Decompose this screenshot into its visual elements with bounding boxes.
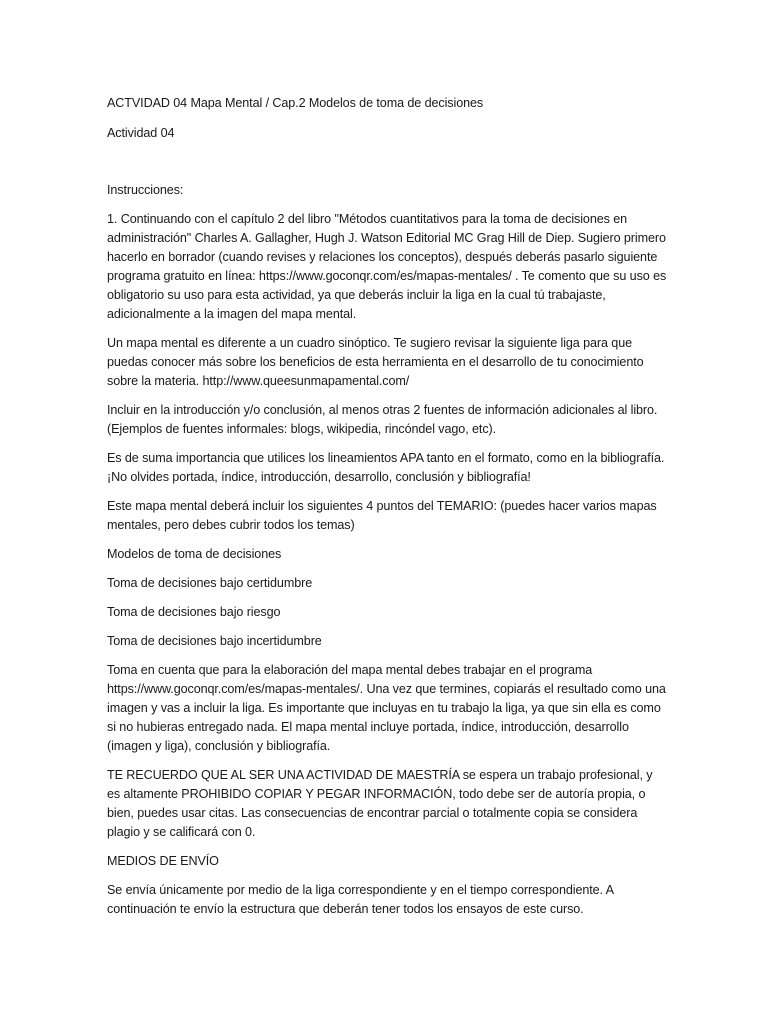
- paragraph-sources: Incluir en la introducción y/o conclusión, al menos otras 2 fuentes de información adicionales al libro.(Ejemplos de fuentes informales: blogs, wikipedia, rincóndel vago, etc).: [107, 403, 658, 436]
- topic-item: Toma de decisiones bajo certidumbre: [107, 576, 313, 590]
- paragraph-goconqr: Toma en cuenta que para la elaboración del mapa mental debes trabajar en el programa https://www.goconqr.com/es/mapas-mentales/. Una vez que termines, copiarás el resultado como una imagen y vas a incluir la liga. Es importante que incluyas en tu trabajo la liga, ya que sin ella es como si no hubieras entregado nada. El mapa mental incluye portada, índice, introducción, desarrollo (imagen y liga), conclusión y bibliografía.: [107, 663, 666, 753]
- paragraph-plagiarism-warning: TE RECUERDO QUE AL SER UNA ACTIVIDAD DE MAESTRÍA se espera un trabajo profesional, y es altamente PROHIBIDO COPIAR Y PEGAR INFORMACIÓN, todo debe ser de autoría propia, o bien, puedes usar citas. Las consecuencias de encontrar parcial o totalmente copia se considera plagio y se calificará con 0.: [107, 768, 653, 839]
- medios-heading: MEDIOS DE ENVÍO: [107, 854, 219, 868]
- paragraph-instructions-1: 1. Continuando con el capítulo 2 del libro "Métodos cuantitativos para la toma de decisiones en administración" Charles A. Gallagher, Hugh J. Watson Editorial MC Grag Hill de Diep. Sugiero primero hacerlo en borrador (cuando revises y relaciones los conceptos), después deberás pasarlo siguiente programa gratuito en línea: https://www.goconqr.com/es/mapas-mentales/ . Te comento que su uso es obligatorio su uso para esta actividad, ya que deberás incluir la liga en la cual tú trabajaste, adicionalmente a la imagen del mapa mental.: [107, 212, 667, 321]
- activity-label: Actividad 04: [107, 126, 175, 140]
- topic-item: Toma de decisiones bajo riesgo: [107, 605, 281, 619]
- medios-text: Se envía únicamente por medio de la liga correspondiente y en el tiempo correspondiente. A continuación te envío la estructura que deberán tener todos los ensayos de este curso.: [107, 883, 614, 916]
- paragraph-mind-map-definition: Un mapa mental es diferente a un cuadro sinóptico. Te sugiero revisar la siguiente liga para que puedas conocer más sobre los beneficios de esta herramienta en el desarrollo de tu conocimiento sobre la materia. http://www.queesunmapamental.com/: [107, 336, 644, 388]
- paragraph-temario: Este mapa mental deberá incluir los siguientes 4 puntos del TEMARIO: (puedes hacer varios mapas mentales, pero debes cubrir todos los temas): [107, 499, 657, 532]
- topic-item: Toma de decisiones bajo incertidumbre: [107, 634, 322, 648]
- topic-item: Modelos de toma de decisiones: [107, 547, 282, 561]
- document-title: ACTVIDAD 04 Mapa Mental / Cap.2 Modelos de toma de decisiones: [107, 96, 484, 110]
- instructions-heading: Instrucciones:: [107, 183, 184, 197]
- paragraph-apa: Es de suma importancia que utilices los lineamientos APA tanto en el formato, como en la bibliografía. ¡No olvides portada, índice, introducción, desarrollo, conclusión y bibliografía!: [107, 451, 665, 484]
